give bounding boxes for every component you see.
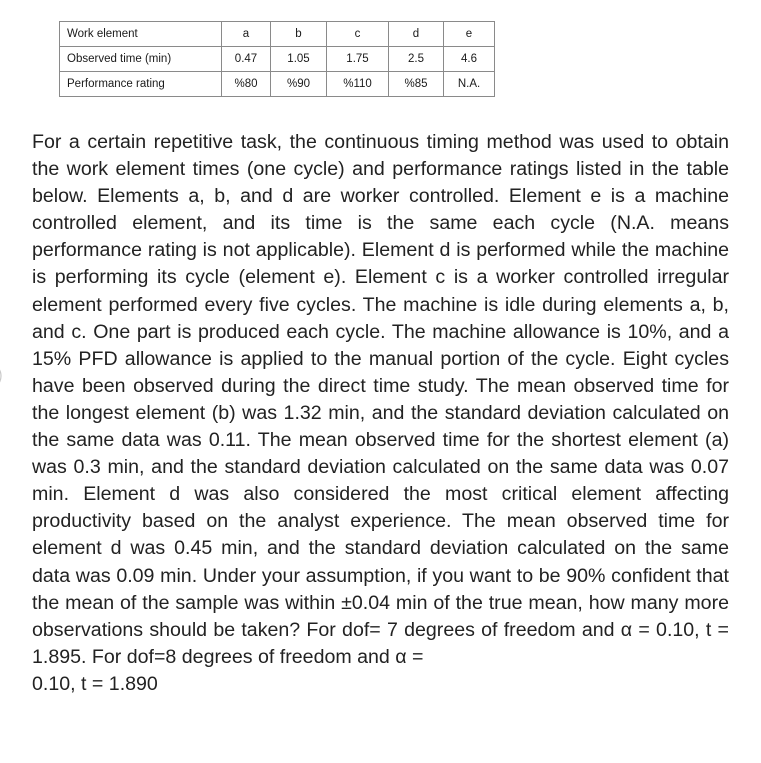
work-element-table-container [59,21,495,97]
row-label-observed-time: Observed time (min) [60,47,222,72]
performance-rating-a: %80 [222,72,271,97]
performance-rating-c: %110 [327,72,389,97]
table-row-performance-rating [60,72,495,97]
observed-time-d: 2.5 [389,47,444,72]
performance-rating-d: %85 [389,72,444,97]
performance-rating-b: %90 [271,72,327,97]
row-label-performance-rating: Performance rating [60,72,222,97]
header-cell-a: a [222,22,271,47]
observed-time-e: 4.6 [444,47,495,72]
problem-last-line: 0.10, t = 1.890 [32,672,158,695]
table-header-row [60,22,495,47]
header-cell-d: d [389,22,444,47]
header-cell-c: c [327,22,389,47]
observed-time-b: 1.05 [271,47,327,72]
problem-body-text: For a certain repetitive task, the continuous timing method was used to obtain the work element times (one cycle) and performance ratings listed in the table below. Elements a, b, and d are worker controlled. Element e is a machine controlled element, and its time is the same each cycle (N.A. means performance rating is not applicable). Element d is performed while the machine is performing its cycle (element e). Element c is a worker controlled irregular element performed every five cycles. The machine is idle during elements a, b, and c. One part is produced each cycle. The machine allowance is 10%, and a 15% PFD allowance is applied to the manual portion of the cycle. Eight cycles have been observed during the direct time study. The mean observed time for the longest element (b) was 1.32 min, and the standard deviation calculated on the same data was 0.11. The mean observed time for the shortest element (a) was 0.3 min, and the standard deviation calculated on the same data was 0.07 min. Element d was also considered the most critical element affecting productivity based on the analyst experience. The mean observed time for element d was 0.45 min, and the standard deviation calculated on the same data was 0.09 min. Under your assumption, if you want to be 90% confident that the mean of the sample was within ±0.04 min of the true mean, how many more observations should be taken? For dof= 7 degrees of freedom and α = 0.10, t = 1.895. For dof=8 degrees of freedom and α = [32,131,729,668]
observed-time-a: 0.47 [222,47,271,72]
header-cell-b: b [271,22,327,47]
header-label-cell: Work element [60,22,222,47]
problem-statement [32,129,729,698]
performance-rating-e: N.A. [444,72,495,97]
edge-scroll-arc-icon [0,361,10,391]
header-cell-e: e [444,22,495,47]
observed-time-c: 1.75 [327,47,389,72]
work-element-table [59,21,495,97]
table-row-observed-time [60,47,495,72]
